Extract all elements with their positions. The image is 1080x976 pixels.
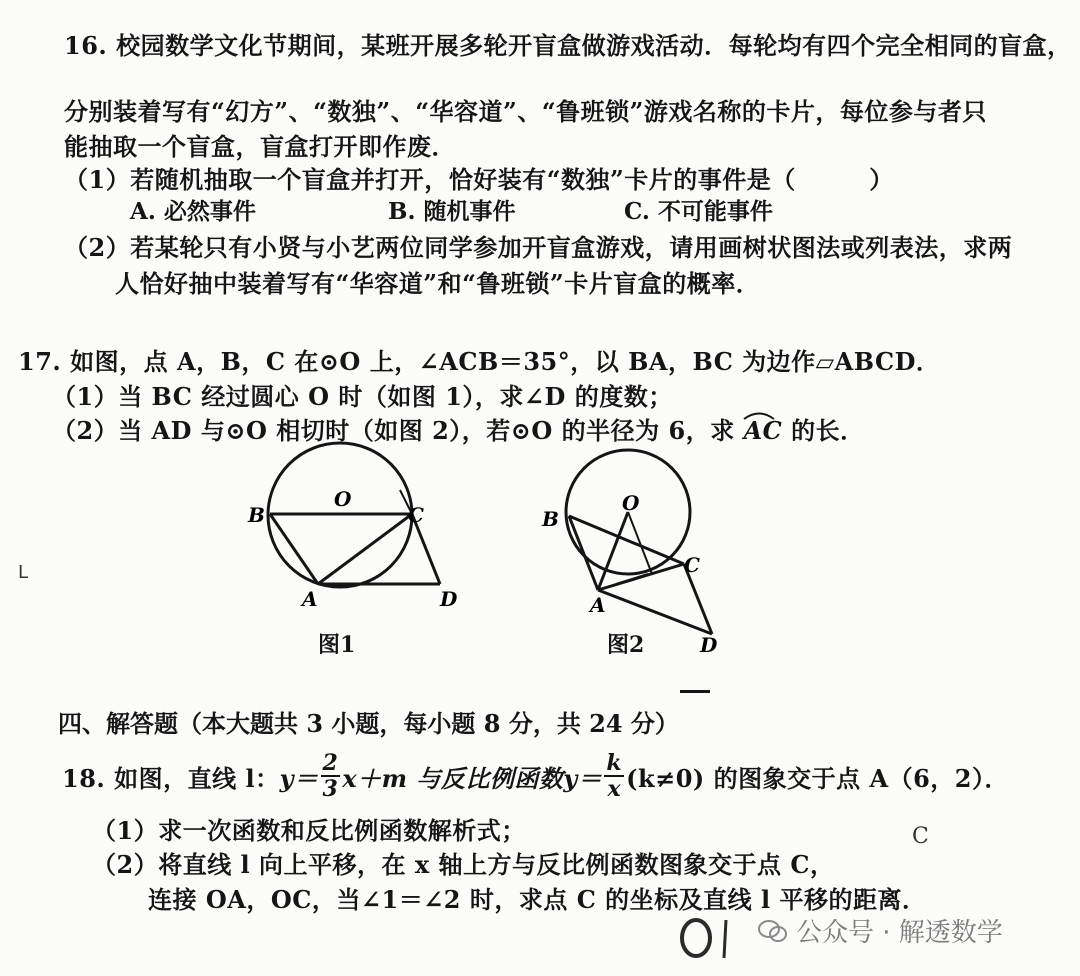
fig2-label-a: A <box>590 593 606 617</box>
fig2-segment-oa <box>598 512 628 590</box>
handwritten-scribble <box>676 912 746 964</box>
q18-intro-line <box>62 752 1009 800</box>
q17-part1: （1）当 BC 经过圆心 O 时（如图 1），求∠D 的度数； <box>52 382 673 411</box>
stray-letter-left: L <box>18 562 29 583</box>
stray-letter-c: C <box>912 824 929 849</box>
arc-mark-icon <box>742 410 778 420</box>
fig1-label-c: C <box>408 503 424 527</box>
watermark-text: 公众号 · 解透数学 <box>796 918 1003 948</box>
figure-1 <box>240 440 480 630</box>
q18-intro: 18. 如图，直线 l： <box>62 763 280 793</box>
fig2-arrow <box>616 574 648 584</box>
q16-line1: 16. 校园数学文化节期间，某班开展多轮开盲盒做游戏活动．每轮均有四个完全相同的盲盒， <box>64 31 1072 60</box>
section-4-title: 四、解答题（本大题共 3 小题，每小题 8 分，共 24 分） <box>58 709 679 738</box>
q17-arc-ac <box>744 416 783 445</box>
figure-2 <box>536 446 736 658</box>
q16-part2-line2: 人恰好抽中装着写有“华容道”和“鲁班锁”卡片盲盒的概率． <box>115 269 761 298</box>
fig2-label-d: D <box>700 633 718 657</box>
watermark <box>758 912 1003 949</box>
q16-part1: （1）若随机抽取一个盲盒并打开，恰好装有“数独”卡片的事件是（ ） <box>64 165 894 194</box>
q16-line2: 分别装着写有“幻方”、“数独”、“华容道”、“鲁班锁”游戏名称的卡片，每位参与者只 <box>64 97 987 126</box>
q18-frac-2-3 <box>321 752 341 800</box>
q16-option-a: A. 必然事件 <box>130 198 256 225</box>
fig1-label-a: A <box>302 587 318 611</box>
stray-mark <box>680 690 710 693</box>
q17-line1: 17. 如图，点 A，B，C 在⊙O 上，∠ACB＝35°，以 BA，BC 为边作▱ABCD． <box>18 347 941 376</box>
q17-part2-post: 的长． <box>782 416 865 445</box>
q18-frac1-den: 3 <box>322 776 339 802</box>
q18-tail: (k≠0) 的图象交于点 A（6，2）． <box>626 763 1010 793</box>
q17-part2-pre: （2）当 AD 与⊙O 相切时（如图 2），若⊙O 的半径为 6，求 <box>52 416 744 445</box>
q18-frac2-den: x <box>607 776 622 802</box>
fig2-label-o: O <box>622 491 640 515</box>
wechat-icon <box>758 918 788 944</box>
q18-y-eq: y＝ <box>279 763 319 793</box>
q18-after-frac1: x＋m 与反比例函数 <box>342 763 564 793</box>
q16-option-c: C. 不可能事件 <box>624 198 773 225</box>
q18-frac1-num: 2 <box>322 750 339 776</box>
q18-part2-line2: 连接 OA，OC，当∠1＝∠2 时，求点 C 的坐标及直线 l 平移的距离． <box>148 885 927 914</box>
fig1-caption: 图1 <box>318 632 356 658</box>
fig2-label-b: B <box>542 507 559 531</box>
q16-option-b: B. 随机事件 <box>388 198 516 225</box>
q17-arc-label: AC <box>743 416 783 445</box>
fig2-caption: 图2 <box>607 632 645 658</box>
q16-part2-line1: （2）若某轮只有小贤与小艺两位同学参加开盲盒游戏，请用画树状图法或列表法，求两 <box>64 233 1013 262</box>
q18-frac2-num: k <box>606 750 623 776</box>
fig2-label-c: C <box>684 553 700 577</box>
fig1-label-o: O <box>334 487 352 511</box>
q18-part2-line1: （2）将直线 l 向上平移，在 x 轴上方与反比例函数图象交于点 C， <box>92 850 835 879</box>
fig1-segment-ac <box>318 514 412 584</box>
fig1-label-b: B <box>248 503 265 527</box>
q16-line3: 能抽取一个盲盒，盲盒打开即作废． <box>64 132 456 161</box>
q18-y-eq2: y＝ <box>563 763 603 793</box>
q18-part1: （1）求一次函数和反比例函数解析式； <box>92 816 526 845</box>
fig1-label-d: D <box>440 587 458 611</box>
q18-frac-k-x <box>604 752 624 800</box>
